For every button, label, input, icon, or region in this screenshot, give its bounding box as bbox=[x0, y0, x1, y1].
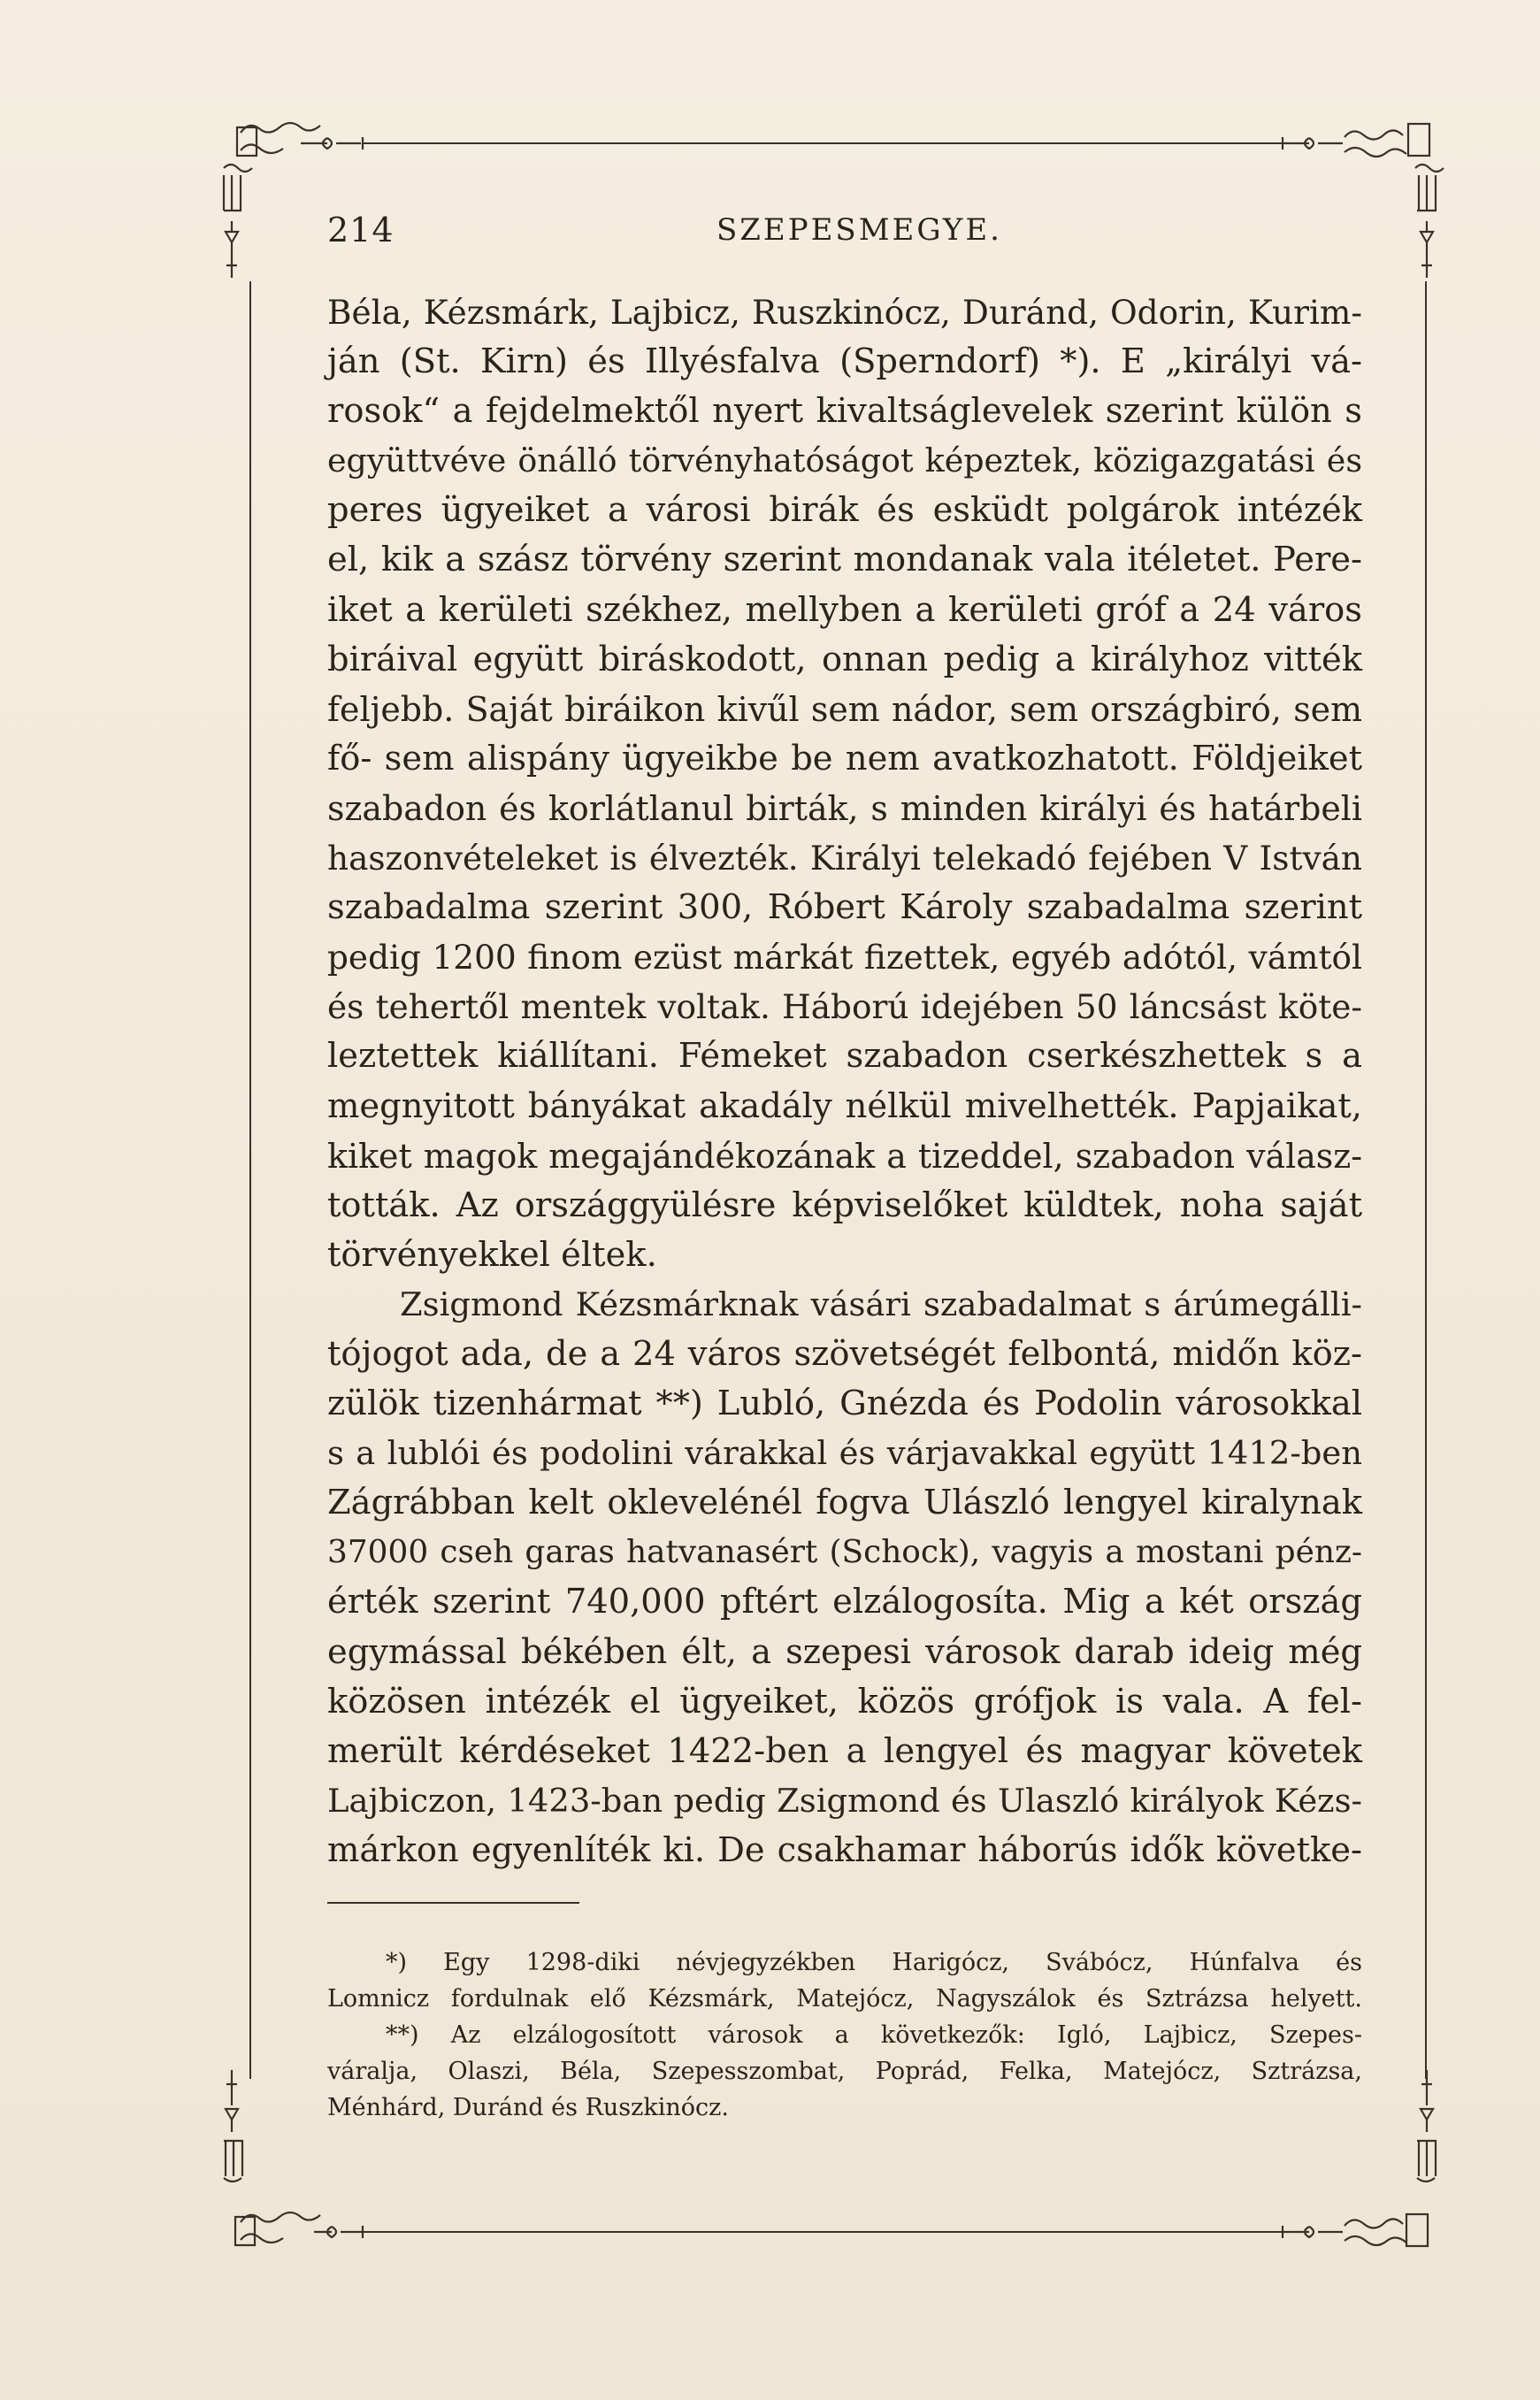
text-line: feljebb. Saját biráikon kivűl sem nádor, sem országbiró, sem bbox=[327, 689, 1362, 729]
text-line: szabadon és korlátlanul birták, s minden királyi és határbeli bbox=[327, 788, 1362, 828]
text-line: közösen intézék el ügyeiket, közös grófjok is vala. A fel- bbox=[327, 1681, 1362, 1721]
text-line: szabadalma szerint 300, Róbert Károly szabadalma szerint bbox=[327, 887, 1362, 928]
text-line: haszonvételeket is élvezték. Királyi telekadó fejében V István bbox=[327, 839, 1362, 878]
text-line: tójogot ada, de a 24 város szövetségét felbontá, midőn köz- bbox=[327, 1333, 1362, 1374]
text-line: pedig 1200 finom ezüst márkát fizettek, egyéb adótól, vámtól bbox=[327, 938, 1362, 978]
footnote-line: Ménhárd, Duránd és Ruszkinócz. bbox=[327, 2094, 729, 2121]
text-line: kiket magok megajándékozának a tizeddel, szabadon válasz- bbox=[327, 1136, 1362, 1176]
text-line: iket a kerületi székhez, mellyben a kerületi gróf a 24 város bbox=[327, 589, 1362, 630]
footnote-line: váralja, Olaszi, Béla, Szepesszombat, Poprád, Felka, Matejócz, Sztrázsa, bbox=[327, 2058, 1362, 2085]
text-line: biráival együtt biráskodott, onnan pedig a királyhoz vitték bbox=[327, 639, 1362, 679]
footnote-line: *) Egy 1298-diki névjegyzékben Harigócz, Svábócz, Húnfalva és bbox=[386, 1949, 1362, 1976]
running-title: SZEPESMEGYE. bbox=[716, 212, 1002, 248]
body-text bbox=[327, 288, 1362, 1875]
footnote-rule bbox=[327, 1902, 579, 1904]
text-line: egymással békében élt, a szepesi városok darab ideig még bbox=[327, 1631, 1362, 1672]
text-line: rosok“ a fejdelmektől nyert kivaltságlevelek szerint külön s bbox=[327, 391, 1362, 432]
text-line: és tehertől mentek voltak. Háború idejében 50 láncsást köte- bbox=[327, 987, 1362, 1027]
page-header bbox=[327, 211, 1362, 264]
text-line: együttvéve önálló törvényhatóságot képeztek, közigazgatási és bbox=[327, 441, 1362, 480]
text-line: s a lublói és podolini várakkal és várjavakkal együtt 1412-ben bbox=[327, 1434, 1362, 1473]
text-line: Béla, Kézsmárk, Lajbicz, Ruszkinócz, Duránd, Odorin, Kurim- bbox=[327, 293, 1362, 332]
text-line: érték szerint 740,000 pftért elzálogosíta. Mig a két ország bbox=[327, 1582, 1362, 1622]
text-line: márkon egyenlíték ki. De csakhamar háborús idők követke- bbox=[327, 1829, 1362, 1870]
text-line: merült kérdéseket 1422-ben a lengyel és magyar követek bbox=[327, 1730, 1362, 1771]
text-line: Lajbiczon, 1423-ban pedig Zsigmond és Ulaszló királyok Kézs- bbox=[327, 1781, 1362, 1820]
text-line: leztettek kiállítani. Fémeket szabadon cserkészhettek s a bbox=[327, 1036, 1362, 1077]
text-line: Zágrábban kelt oklevelénél fogva Ulászló lengyel kiralynak bbox=[327, 1483, 1362, 1523]
footnote-line: Lomnicz fordulnak elő Kézsmárk, Matejócz, Nagyszálok és Sztrázsa helyett. bbox=[327, 1985, 1362, 2013]
text-line: zülök tizenhármat **) Lubló, Gnézda és Podolin városokkal bbox=[327, 1384, 1362, 1424]
text-line: megnyitott bányákat akadály nélkül mivelhették. Papjaikat, bbox=[327, 1085, 1362, 1126]
text-line: fő- sem alispány ügyeikbe be nem avatkozhatott. Földjeiket bbox=[327, 738, 1362, 778]
text-line: tották. Az országgyülésre képviselőket küldtek, noha saját bbox=[327, 1185, 1362, 1225]
text-line: peres ügyeiket a városi birák és esküdt polgárok intézék bbox=[327, 490, 1362, 531]
text-line: ján (St. Kirn) és Illyésfalva (Sperndorf) *). E „királyi vá- bbox=[327, 341, 1362, 382]
footnote-line: **) Az elzálogosított városok a következők: Igló, Lajbicz, Szepes- bbox=[386, 2021, 1362, 2049]
footnotes bbox=[327, 1944, 1362, 2126]
text-line: 37000 cseh garas hatvanasért (Schock), vagyis a mostani pénz- bbox=[327, 1534, 1362, 1571]
page-number: 214 bbox=[327, 211, 395, 249]
text-line: Zsigmond Kézsmárknak vásári szabadalmat s árúmegálli- bbox=[400, 1284, 1362, 1323]
text-line: el, kik a szász törvény szerint mondanak vala itéletet. Pere- bbox=[327, 540, 1362, 580]
text-line: törvényekkel éltek. bbox=[327, 1234, 657, 1275]
